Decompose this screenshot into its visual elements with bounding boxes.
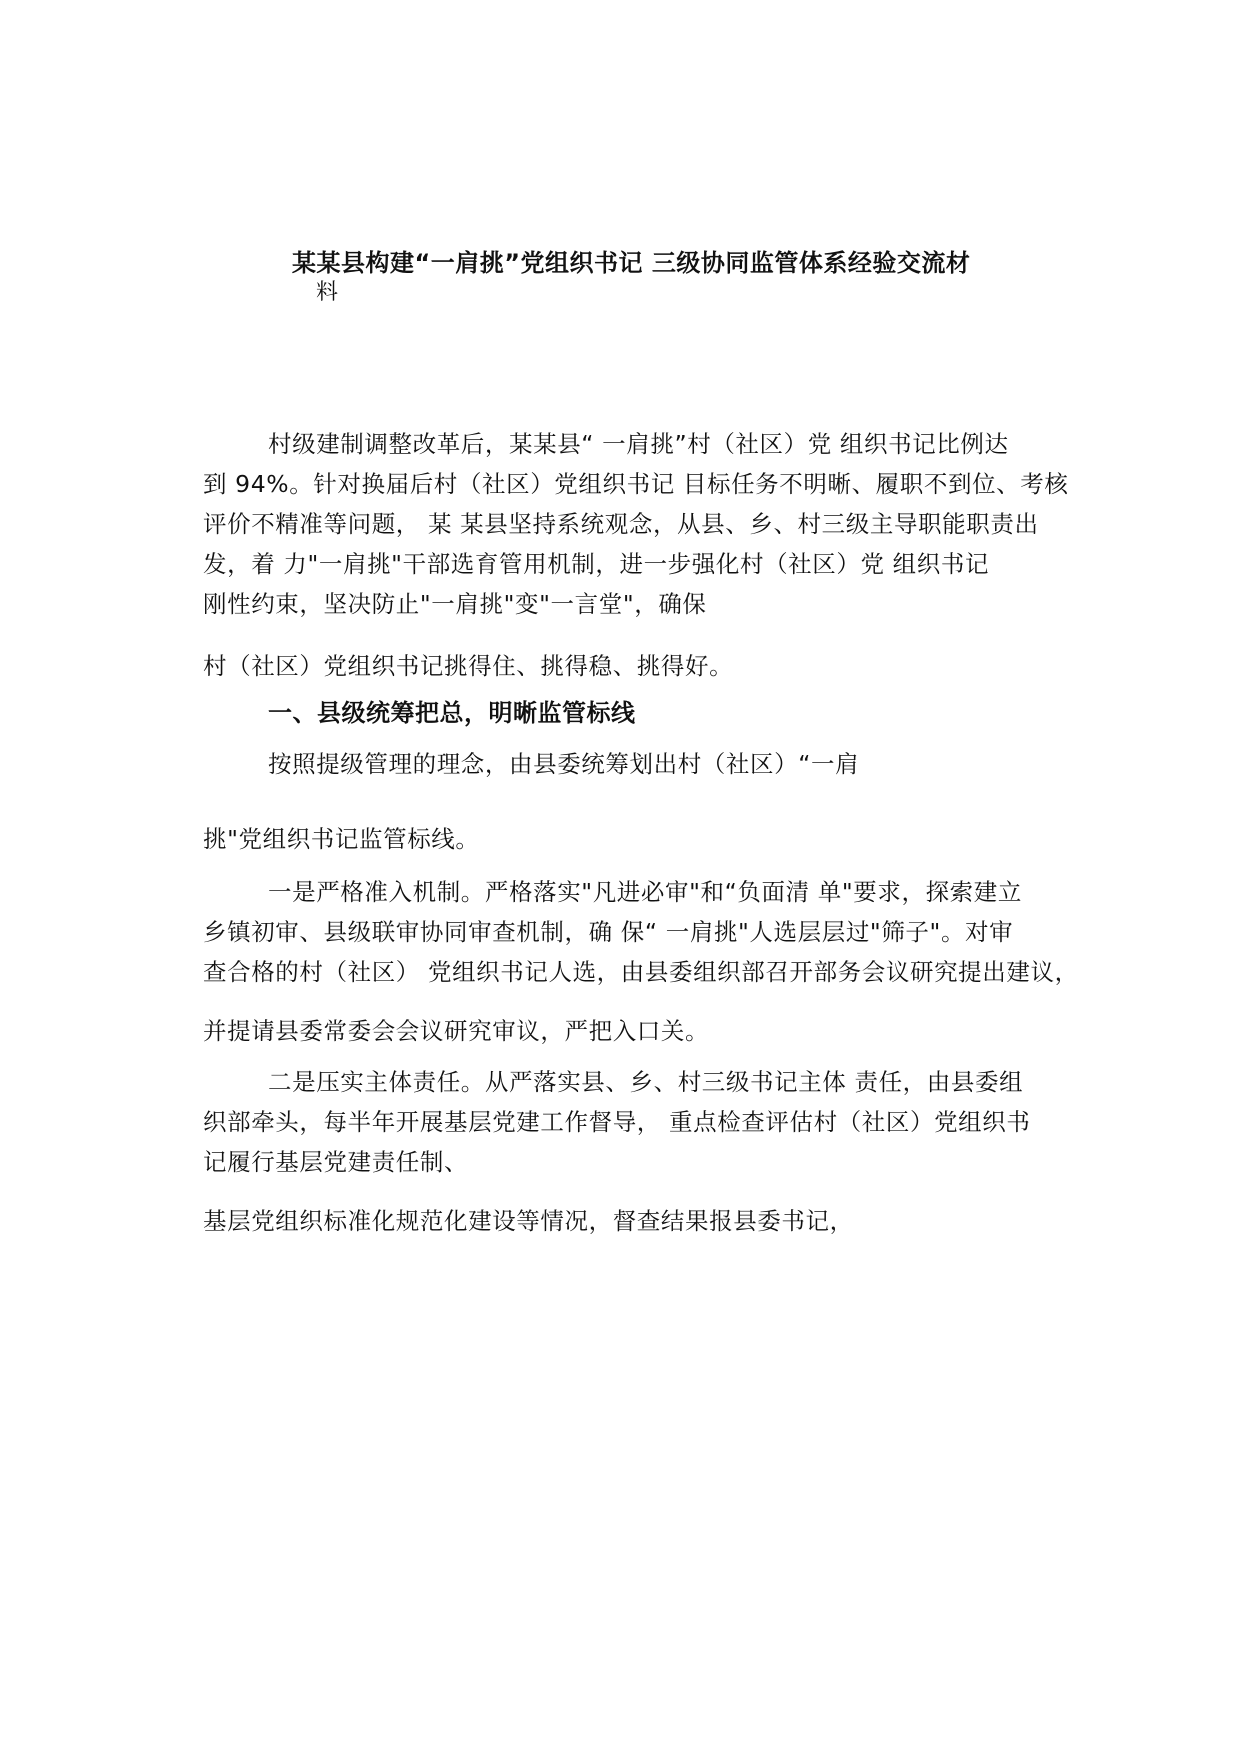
document-title: 某某县构建“一肩挑”党组织书记 三级协同监管体系经验交流材 — [292, 249, 971, 277]
point2-line-3: 记履行基层党建责任制、 — [203, 1148, 469, 1176]
point2-line-2: 织部牵头，每半年开展基层党建工作督导， 重点检查评估村（社区）党组织书 — [203, 1108, 1031, 1136]
intro-line-4: 发，着 力"一肩挑"干部选育管用机制，进一步强化村（社区）党 组织书记 — [203, 550, 990, 578]
document-title-continuation: 料 — [316, 280, 339, 305]
intro-line-1: 村级建制调整改革后，某某县“ 一肩挑”村（社区）党 组织书记比例达 — [268, 430, 1009, 458]
intro-line-3: 评价不精准等问题， 某 某县坚持系统观念，从县、乡、村三级主导职能职责出 — [203, 510, 1039, 538]
section1-intro-line-1: 按照提级管理的理念，由县委统筹划出村（社区）“一肩 — [268, 750, 860, 778]
intro-line-2: 到 94%。针对换届后村（社区）党组织书记 目标任务不明晰、履职不到位、考核 — [203, 470, 1069, 498]
section-heading-1: 一、县级统筹把总，明晰监管标线 — [268, 699, 636, 727]
point2-line-4: 基层党组织标准化规范化建设等情况，督查结果报县委书记， — [203, 1207, 854, 1235]
point2-line-1: 二是压实主体责任。从严落实县、乡、村三级书记主体 责任，由县委组 — [268, 1068, 1024, 1096]
intro-line-5: 刚性约束，坚决防止"一肩挑"变"一言堂"，确保 — [203, 590, 707, 618]
intro-line-6: 村（社区）党组织书记挑得住、挑得稳、挑得好。 — [203, 652, 734, 680]
point1-line-3: 查合格的村（社区） 党组织书记人选，由县委组织部召开部务会议研究提出建议， — [203, 958, 1079, 986]
point1-line-4: 并提请县委常委会会议研究审议，严把入口关。 — [203, 1017, 710, 1045]
point1-line-1: 一是严格准入机制。严格落实"凡进必审"和“负面清 单"要求，探索建立 — [268, 878, 1022, 906]
section1-intro-line-2: 挑"党组织书记监管标线。 — [203, 825, 480, 853]
point1-line-2: 乡镇初审、县级联审协同审查机制，确 保“ 一肩挑"人选层层过"筛子"。对审 — [203, 918, 1014, 946]
